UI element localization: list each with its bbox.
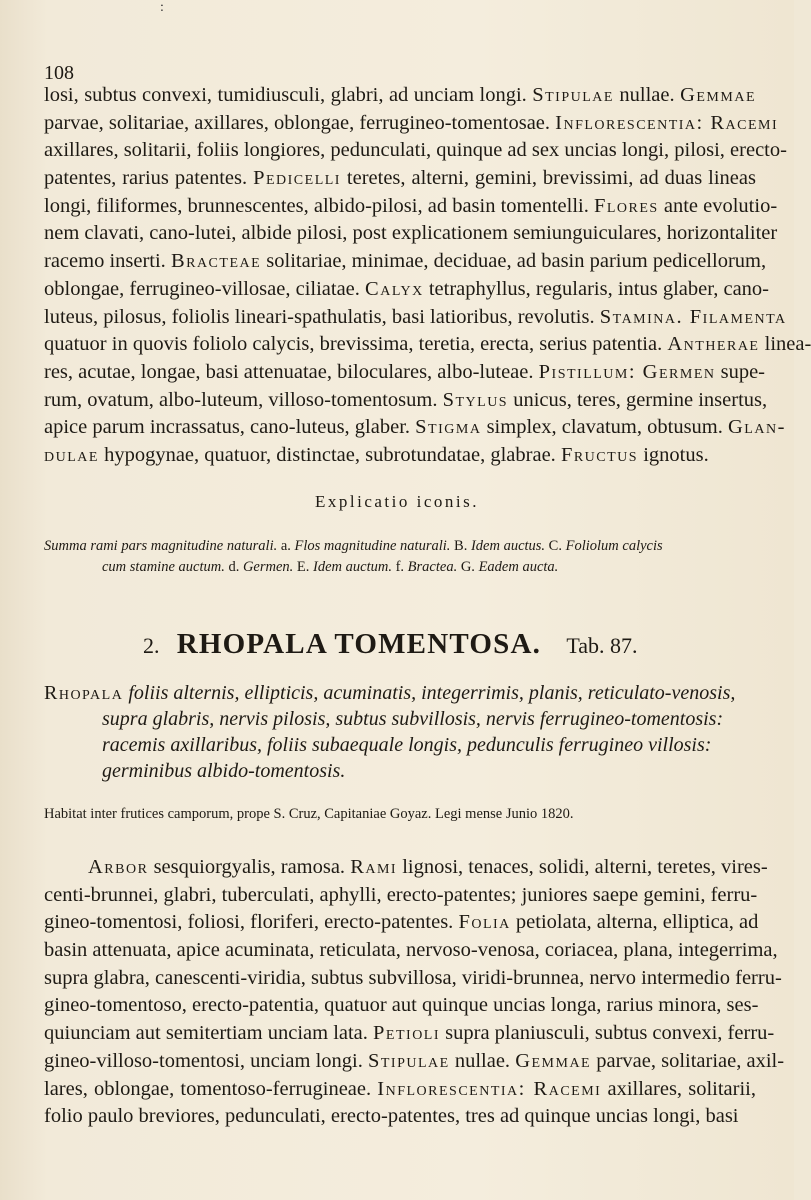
diagnosis-line [44, 732, 760, 758]
text-line [44, 137, 787, 165]
small-caps-term: Calyx [365, 277, 424, 300]
text-line [44, 1020, 775, 1048]
text-run: simplex, clavatum, obtusum. [481, 416, 728, 439]
small-caps-term: dulae [44, 443, 99, 466]
figure-explanation-title: Explicatio iconis. [315, 492, 479, 511]
text-run: gineo-villoso-tomentosi, unciam longi. [44, 1049, 368, 1072]
text-run: parvae, solitariae, axil- [591, 1049, 785, 1072]
small-caps-term: Pistillum: [538, 360, 637, 383]
small-caps-term: Fructus [560, 443, 639, 466]
text-run: patentes, rarius patentes. [44, 167, 254, 190]
text-line [44, 359, 766, 387]
text-run: apice parum incrassatus, cano-luteus, glaber. [44, 416, 416, 439]
species-number: 2. [143, 633, 160, 658]
text-run: racemo inserti. [44, 250, 171, 273]
text-run: Idem auctum. [309, 559, 396, 575]
small-caps-term: Rami [350, 856, 398, 878]
small-caps-term: Racemi [703, 111, 779, 134]
text-run: axillares, solitarii, [601, 1077, 756, 1100]
small-caps-term: Stamina. [599, 305, 684, 328]
small-caps-term: Pedicelli [253, 167, 341, 190]
text-run: gineo-tomentoso, erecto-patentia, quatuor aut quinque uncias longa, rarius minora, ses- [44, 994, 759, 1017]
plate-reference: Tab. 87. [566, 633, 638, 658]
text-run: linea- [759, 333, 811, 356]
text-run: Foliolum calycis [561, 538, 663, 554]
text-run: racemis axillaribus, foliis subaequale longis, pedunculis ferrugineo villosis: [102, 734, 712, 756]
text-run: quiunciam aut semitertiam unciam lata. [44, 1022, 374, 1045]
small-caps-term: Flores [593, 194, 659, 217]
text-line [44, 110, 779, 138]
text-run: nullae. [449, 1049, 516, 1072]
text-run: unicus, teres, germine insertus, [508, 388, 768, 411]
small-caps-term: Gemmae [515, 1049, 592, 1072]
text-line [44, 304, 787, 332]
text-run: Eadem aucta. [474, 559, 559, 575]
page-number: 108 [44, 62, 74, 84]
text-run: luteus, pilosus, foliolis lineari-spathulatis, basi latioribus, revolutis. [44, 305, 600, 328]
text-line [44, 965, 782, 993]
small-caps-term: Glan- [728, 416, 786, 439]
text-run: teretes, alterni, gemini, brevissimi, ad duas lineas [340, 167, 756, 190]
text-run: lignosi, tenaces, solidi, alterni, teretes, vires- [397, 856, 768, 878]
text-line [44, 193, 778, 221]
text-run: supra glabris, nervis pilosis, subtus subvillosis, nervis ferrugineo-tomentosis: [102, 708, 724, 730]
small-caps-term: Stipulae [367, 1049, 450, 1072]
text-run: ignotus. [638, 443, 709, 466]
text-run: B. [454, 538, 468, 554]
text-run: Summa rami pars magnitudine naturali. [44, 538, 281, 554]
diagnosis-line [44, 706, 760, 732]
text-line [44, 909, 759, 937]
small-caps-term: Antherae [667, 333, 760, 356]
small-caps-term: Stylus [442, 388, 509, 411]
text-run: a. [280, 538, 291, 554]
small-caps-term: Petioli [373, 1022, 441, 1045]
text-run: res, acutae, longae, basi attenuatae, biloculares, albo-luteae. [44, 360, 539, 383]
diagnosis-line [44, 680, 760, 706]
text-line [44, 1076, 756, 1104]
text-run: Bractea. [404, 559, 461, 575]
text-run: supra glabra, canescenti-viridia, subtus subvillosa, viridi-brunnea, nervo intermedio ferru- [44, 966, 782, 989]
text-line [44, 276, 769, 304]
small-caps-term: Arbor [88, 856, 149, 878]
text-run: supra planiusculi, subtus convexi, ferru- [440, 1022, 775, 1045]
text-run: solitariae, minimae, deciduae, ad basin parium pedicellorum, [261, 250, 767, 273]
small-caps-term: Stigma [415, 416, 482, 439]
text-run: gineo-tomentosi, foliosi, floriferi, erecto-patentes. [44, 911, 459, 934]
small-caps-term: Inflorescentia: [555, 111, 704, 134]
text-line [44, 442, 756, 470]
diagnosis-line [44, 758, 760, 784]
text-run: C. [548, 538, 562, 554]
ink-mark: : [160, 0, 164, 15]
text-line [44, 1048, 785, 1076]
text-line [44, 937, 778, 965]
text-line [44, 387, 768, 415]
text-line [44, 414, 786, 442]
text-run: tetraphyllus, regularis, intus glaber, cano- [423, 277, 769, 300]
species-heading [143, 628, 637, 661]
small-caps-term: Rhopala [44, 682, 124, 704]
text-run: Flos magnitudine naturali. [290, 538, 455, 554]
text-line [44, 165, 756, 193]
text-run: d. [228, 559, 240, 575]
description-paragraph [44, 854, 785, 1131]
text-line [44, 992, 759, 1020]
text-line [44, 331, 811, 359]
text-line [44, 854, 768, 882]
text-run: Germen. [239, 559, 297, 575]
text-run: nullae. [613, 84, 681, 106]
text-line [44, 220, 778, 248]
small-caps-term: Gemmae [680, 84, 756, 106]
small-caps-term: Bracteae [170, 250, 262, 273]
text-run: losi, subtus convexi, tumidiusculi, glabri, ad unciam longi. [44, 84, 533, 106]
text-run: nem clavati, cano-lutei, albide pilosi, post explicationem semiunguiculares, horizontaliter [44, 222, 778, 245]
small-caps-term: Racemi [525, 1077, 602, 1100]
text-run: axillares, solitarii, foliis longiores, pedunculati, quinque ad sex uncias longi, pilosi, erecto- [44, 139, 787, 162]
text-run: supe- [715, 360, 766, 383]
text-run: hypogynae, quatuor, distinctae, subrotundatae, glabrae. [98, 443, 561, 466]
text-run: lares, oblongae, tomentoso-ferrugineae. [44, 1077, 378, 1100]
text-run: sesquiorgyalis, ramosa. [148, 856, 351, 878]
species-name: RHOPALA TOMENTOSA. [176, 628, 542, 660]
text-run: oblongae, ferrugineo-villosae, ciliatae. [44, 277, 366, 300]
text-run: folio paulo breviores, pedunculati, erecto-patentes, tres ad quinque uncias longi, basi [44, 1105, 739, 1128]
small-caps-term: Folia [458, 911, 511, 934]
species-diagnosis [44, 680, 760, 784]
text-run: parvae, solitariae, axillares, oblongae, ferrugineo-tomentosae. [44, 111, 556, 134]
text-run: petiolata, alterna, elliptica, ad [510, 911, 759, 934]
text-run: ante evolutio- [658, 194, 778, 217]
text-run: G. [460, 559, 475, 575]
text-run: rum, ovatum, albo-luteum, villoso-tomentosum. [44, 388, 443, 411]
text-run: germinibus albido-tomentosis. [102, 760, 346, 782]
small-caps-term: Inflorescentia: [377, 1077, 526, 1100]
text-run: E. [296, 559, 310, 575]
text-line [44, 1103, 756, 1131]
text-run: foliis alternis, ellipticis, acuminatis, integerrimis, planis, reticulato-venosis, [123, 682, 736, 704]
text-line [44, 882, 756, 910]
caption-line-2 [44, 557, 760, 578]
small-caps-term: Stipulae [532, 84, 614, 106]
habitat-note: Habitat inter frutices camporum, prope S. Cruz, Capitaniae Goyaz. Legi mense Junio 1820. [44, 806, 574, 822]
description-paragraph-top [44, 82, 811, 470]
text-run: basin attenuata, apice acuminata, reticulata, nervoso-venosa, coriacea, plana, integerrima, [44, 939, 778, 962]
text-run: quatuor in quovis foliolo calycis, brevissima, teretia, erecta, serius patentia. [44, 333, 668, 356]
text-run: Idem auctus. [467, 538, 549, 554]
text-run: cum stamine auctum. [102, 559, 229, 575]
text-run: longi, filiformes, brunnescentes, albido-pilosi, ad basin tomentelli. [44, 194, 594, 217]
text-line [44, 248, 767, 276]
text-run: centi-brunnei, glabri, tuberculati, aphylli, erecto-patentes; juniores saepe gemini, ferru- [44, 883, 758, 906]
text-run: f. [395, 559, 405, 575]
text-line [44, 82, 756, 110]
small-caps-term: Filamenta [683, 305, 787, 328]
small-caps-term: Germen [636, 360, 716, 383]
caption-line-1 [44, 536, 760, 557]
figure-caption [44, 536, 760, 578]
